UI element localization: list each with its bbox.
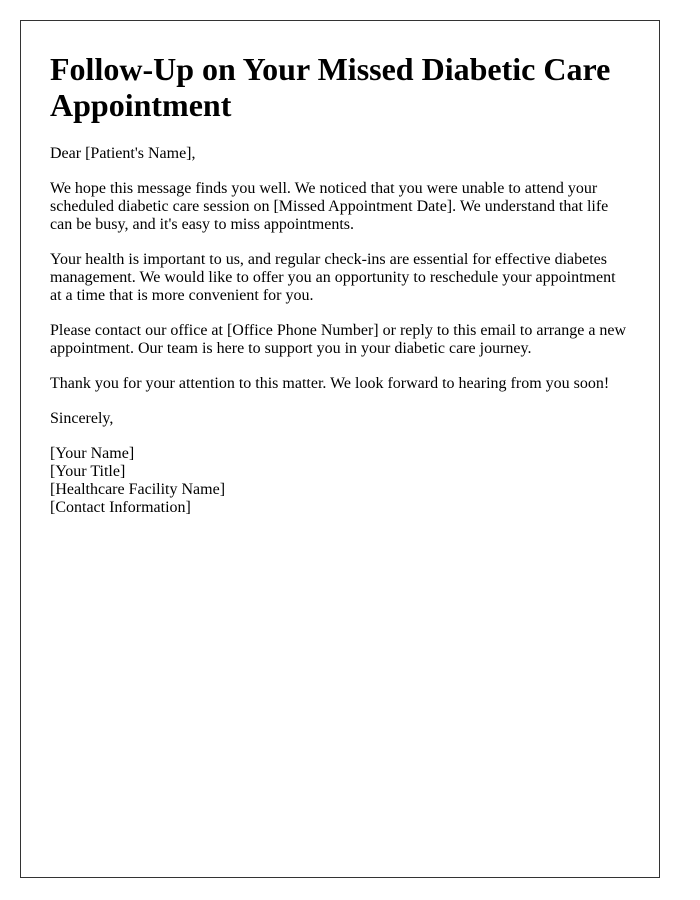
letter-page <box>20 20 660 878</box>
signature-block <box>50 445 630 517</box>
signature-title: [Your Title] <box>50 463 126 480</box>
signature-facility: [Healthcare Facility Name] <box>50 481 226 498</box>
letter-paragraph-4: Thank you for your attention to this matter. We look forward to hearing from you soon! <box>50 375 610 392</box>
letter-paragraph-3: Please contact our office at [Office Phone Number] or reply to this email to arrange a new appointment. Our team is here to support you in your diabetic care journey. <box>50 322 627 357</box>
letter-greeting: Dear [Patient's Name], <box>50 145 196 162</box>
letter-paragraph-2: Your health is important to us, and regular check-ins are essential for effective diabetes management. We would like to offer you an opportunity to reschedule your appointment at a time that is more convenient for you. <box>50 251 616 304</box>
letter-title: Follow-Up on Your Missed Diabetic Care Appointment <box>50 51 611 123</box>
letter-closing: Sincerely, <box>50 410 114 427</box>
signature-name: [Your Name] <box>50 445 135 462</box>
letter-paragraph-1: We hope this message finds you well. We noticed that you were unable to attend your scheduled diabetic care session on [Missed Appointment Date]. We understand that life can be busy, and it's easy to miss appointments. <box>50 180 609 233</box>
signature-contact: [Contact Information] <box>50 499 191 516</box>
